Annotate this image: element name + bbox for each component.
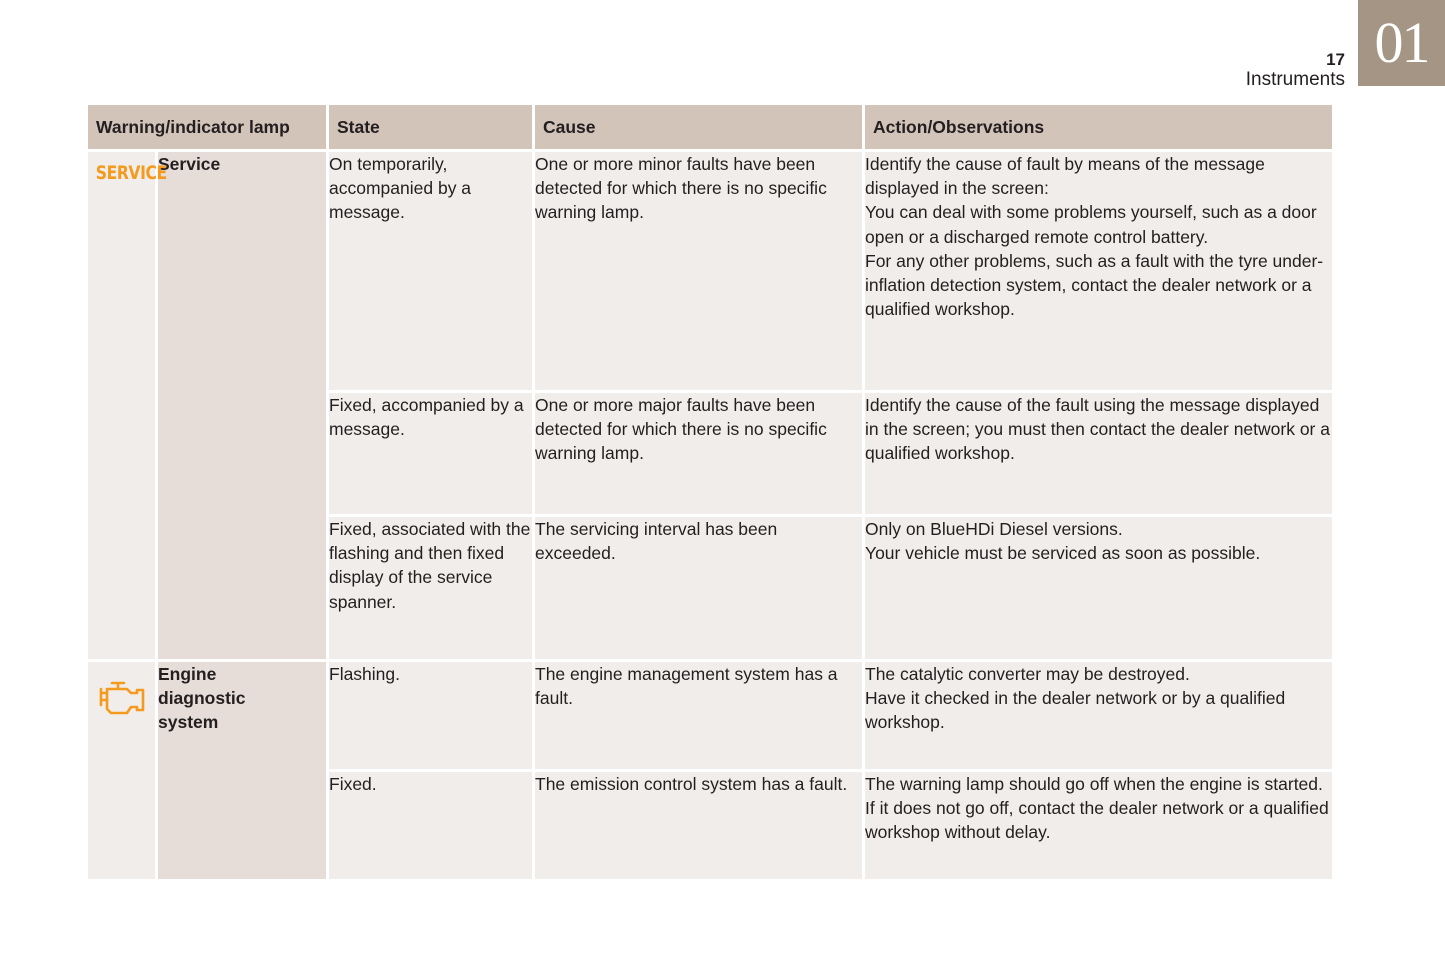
action-line: If it does not go off, contact the dealer network or a qualified workshop without delay. [865,798,1329,843]
action-line: Identify the cause of fault by means of the message displayed in the screen: [865,154,1265,199]
action-line: Only on BlueHDi Diesel versions. [865,519,1123,539]
cause-cell: The emission control system has a fault. [534,771,864,881]
cause-cell: The engine management system has a fault. [534,661,864,771]
table-row [87,151,1334,392]
action-line: Your vehicle must be serviced as soon as possible. [865,543,1261,564]
service-lamp-icon-cell [87,151,167,661]
service-icon: SERVICE [95,162,167,184]
state-cell: Fixed, accompanied by a message. [328,392,534,516]
lamp-name: Service [157,151,328,661]
cause-cell: The servicing interval has been exceeded. [534,516,864,661]
state-cell: Flashing. [328,661,534,771]
column-header-cause: Cause [534,104,864,151]
chapter-tab: 01 [1358,0,1445,86]
warning-lamp-table [85,102,1335,882]
column-header-action: Action/Observations [864,104,1334,151]
state-cell: Fixed, associated with the flashing and then fixed display of the service spanner. [328,516,534,661]
action-cell [864,516,1334,661]
lamp-name: Engine diagnostic system [157,661,328,881]
state-cell: On temporarily, accompanied by a message. [328,151,534,392]
cause-cell: One or more minor faults have been detected for which there is no specific warning lamp. [534,151,864,392]
column-header-lamp: Warning/indicator lamp [87,104,328,151]
cause-cell: One or more major faults have been detected for which there is no specific warning lamp. [534,392,864,516]
page-number: 17 [1326,50,1345,69]
column-header-state: State [328,104,534,151]
state-cell: Fixed. [328,771,534,881]
table-header-row [87,104,1334,151]
action-line: The catalytic converter may be destroyed. [865,664,1190,684]
action-cell [864,392,1334,516]
engine-lamp-icon-cell [87,661,157,881]
action-line: The warning lamp should go off when the engine is started. [865,774,1323,794]
action-cell [864,151,1334,392]
section-title: Instruments [1245,69,1345,90]
action-line: For any other problems, such as a fault with the tyre under-inflation detection system, contact the dealer network or a qualified workshop. [865,250,1324,320]
table-row [87,661,1334,771]
action-cell [864,661,1334,771]
action-line: Identify the cause of the fault using the message displayed in the screen; you must then contact the dealer network or a qualified workshop. [865,395,1330,464]
action-line: Have it checked in the dealer network or by a qualified workshop. [865,688,1286,733]
engine-icon [98,680,146,722]
action-line: You can deal with some problems yourself, such as a door open or a discharged remote control battery. [865,202,1317,247]
action-cell [864,771,1334,881]
